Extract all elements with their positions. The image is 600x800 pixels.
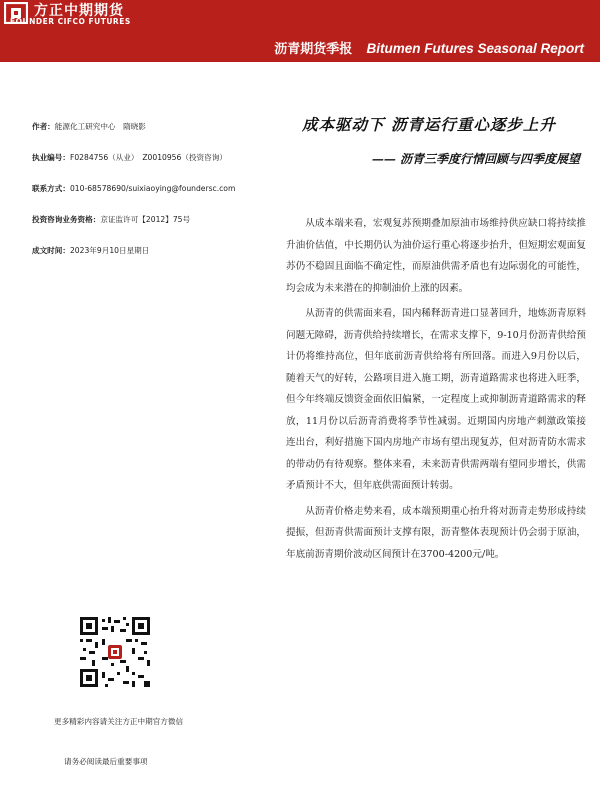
contact-line bbox=[32, 183, 235, 194]
author-label: 作者： bbox=[32, 122, 55, 131]
contact-label: 联系方式： bbox=[32, 184, 70, 193]
date-line bbox=[32, 245, 149, 256]
date-label: 成文时间： bbox=[32, 246, 70, 255]
license-label: 执业编号： bbox=[32, 153, 70, 162]
paragraph-price-outlook: 从沥青价格走势来看，成本端预期重心抬升将对沥青走势形成持续提振，但沥青供需面预计支撑有限，沥青整体表现预计仍会弱于原油，年底前沥青期价波动区间预计在3700-4200元/吨。 bbox=[286, 505, 586, 560]
logo-text-cn: 方正中期期货 bbox=[34, 3, 124, 19]
license-line bbox=[32, 152, 227, 163]
paragraph-cost: 从成本端来看，宏观复苏预期叠加原油市场维持供应缺口将持续推升油价估值，中长期仍认为油价运行重心将逐步抬升，但短期宏观面复苏仍不稳固且面临不确定性，而原油供需矛盾也有边际弱化的可能性，均会成为未来潜在的抑制油价上涨的因素。 bbox=[286, 218, 586, 294]
author-line bbox=[32, 121, 146, 132]
qr-code-icon bbox=[80, 617, 150, 687]
date-value: 2023年9月10日星期日 bbox=[69, 246, 150, 255]
paragraph-supply-demand: 从沥青的供需面来看，国内稀释沥青进口显著回升，地炼沥青原料问题无障碍，沥青供给持续增长，在需求支撑下，9-10月份沥青供给预计仍将维持高位，但年底前沥青供给将有所回落。而进入9月份以后，随着天气的好转，公路项目进入施工期，沥青道路需求也将进入旺季，但今年终端反馈资金面依旧偏紧，一定程度上或抑制沥青道路需求的释放，11月份以后沥青消费将季节性减弱。近期国内房地产刺激政策接连出台，利好措施下国内房地产市场有望出现复苏，但对沥青防水需求的带动仍有待观察。整体来看，未来沥青供需两端有望同步增长，供需矛盾预计不大，但年底供需面预计转弱。 bbox=[286, 308, 586, 491]
report-title-cn: 沥青期货季报 bbox=[274, 42, 353, 57]
article-body bbox=[286, 213, 586, 569]
header-banner bbox=[0, 0, 600, 62]
qualification-value: 京证监许可【2012】75号 bbox=[100, 215, 191, 224]
qualification-label: 投资咨询业务资格： bbox=[32, 215, 101, 224]
qualification-line bbox=[32, 214, 190, 225]
disclaimer-note: 请务必阅读最后重要事项 bbox=[64, 757, 148, 766]
contact-value: 010-68578690/suixiaoying@foundersc.com bbox=[69, 184, 236, 193]
report-title-en: Bitumen Futures Seasonal Report bbox=[366, 41, 584, 56]
author-value: 能源化工研究中心 隋晓影 bbox=[54, 122, 146, 131]
article-title: 成本驱动下 沥青运行重心逐步上升 bbox=[302, 115, 556, 134]
company-logo bbox=[4, 0, 204, 30]
qr-caption: 更多精彩内容请关注方正中期官方微信 bbox=[54, 717, 184, 726]
article-subtitle: —— 沥青三季度行情回顾与四季度展望 bbox=[371, 152, 580, 166]
report-title bbox=[274, 38, 584, 57]
license-value: F0284756（从业） Z0010956（投资咨询） bbox=[69, 153, 227, 162]
logo-text-en: FOUNDER CIFCO FUTURES bbox=[10, 17, 131, 26]
